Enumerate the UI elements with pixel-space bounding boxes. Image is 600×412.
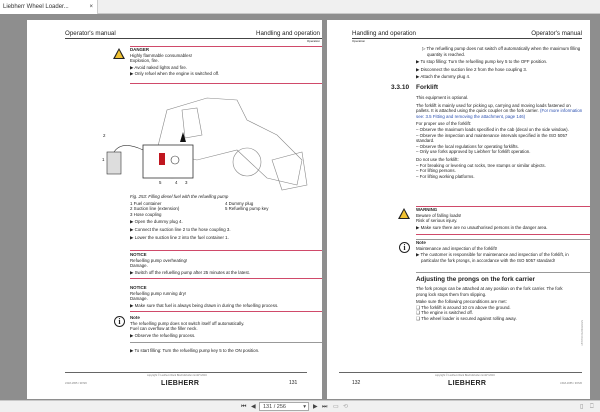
- list-item: Observe the inspection and maintenance intervals specified in the ISO 5057 standard.: [416, 132, 568, 144]
- danger-icon: [113, 48, 125, 59]
- doc-number: L518-1655 / 39726: [560, 382, 582, 385]
- legend-item: 3 Hose coupling: [130, 211, 162, 217]
- warning-line: Risk of serious injury.: [416, 218, 458, 224]
- subheader: Operation: [352, 39, 366, 43]
- note-line: The refuelling pump does not switch itself off automatically.: [130, 320, 245, 326]
- notice-box: NOTICE Refuelling pump running dry! Damage. ▶ Make sure that fuel is always being drawn in during the refuelling process.: [130, 285, 279, 308]
- list-item: Observe the local regulations for operating forklifts.: [419, 143, 519, 149]
- list-item: For breaking or levering out rocks, tree stumps or similar objects.: [419, 162, 546, 168]
- paragraph: This equipment is optional.: [416, 95, 469, 100]
- liebherr-logo: LIEBHERR: [161, 380, 200, 387]
- danger-title: DANGER: [130, 47, 150, 52]
- header-left: Operator's manual: [65, 30, 116, 37]
- bookmark-button[interactable]: ⎕: [590, 404, 594, 410]
- step-list: ▷ The refuelling pump does not switch off automatically when the maximum filling quantity is reached. ▶ To stop filling: Turn the refuelling pump key 5 to the OFF position. ▶ Disconnect the suction line 2 from the hose coupling 3. ▶ Attach the dummy plug 4.: [416, 46, 581, 80]
- warning-icon: [398, 208, 410, 219]
- doc-number: L518-1655 / 39726: [65, 382, 87, 385]
- danger-step: Only refuel when the engine is switched off.: [134, 71, 220, 77]
- step: Disconnect the suction line 2 from the hose coupling 3.: [420, 66, 528, 72]
- note-box: Note Maintenance and inspection of the forklift! ▶ The customer is responsible for maintenance and inspection of the forklift, in particular the fork prongs, in accordance with the ISO 5057 standard!: [416, 240, 584, 263]
- notice-title: NOTICE: [130, 252, 147, 257]
- notice-line: Damage.: [130, 263, 148, 269]
- footer-rule: [339, 372, 582, 373]
- note-rule: [130, 342, 322, 343]
- danger-line: Highly flammable consumables!: [130, 52, 192, 58]
- single-page-view-button[interactable]: ▯: [580, 404, 584, 410]
- next-page-button[interactable]: ▶: [313, 404, 318, 410]
- notice-step: Switch off the refuelling pump after 25 minutes at the latest.: [134, 269, 250, 275]
- precondition: The wheel loader is secured against rolling away.: [421, 315, 517, 321]
- note-title: Note: [130, 315, 140, 320]
- header-rule: [65, 38, 322, 39]
- page-dropdown-icon[interactable]: ▾: [303, 404, 306, 410]
- page-number: 131: [289, 380, 298, 386]
- page-number: 132: [352, 380, 361, 386]
- footer-rule: [65, 372, 307, 373]
- note-rule: [416, 272, 590, 273]
- forklift-body: This equipment is optional. The forklift is mainly used for picking up, carrying and moving loads fastened on pallets. It is attached using the quick coupler on the fork carrier. (For more information see: 3.5 Fitting and removing the attachment, page 146) For proper use of the forklift: – Observe the maximum loads specified in the cab (decal on the side window). – Observe the inspection and maintenance intervals specified in the ISO 5057 standard. – Observe the local regulations for operating forklifts. – Only use forks approved by Liebherr for forklift operation. Do not use the forklift: – For breaking or levering out rocks, tree stumps or similar objects. – For lifting persons. – For lifting working platforms.: [416, 95, 583, 179]
- paragraph: The forklift is mainly used for picking up, carrying and moving loads fastened on pallets. It is attached using the quick coupler on the fork carrier.: [416, 102, 571, 114]
- step: Connect the suction line 2 to the hose coupling 3.: [134, 226, 231, 232]
- tab-bar: [0, 0, 600, 14]
- copyright: copyright © Liebherr-Werk Bischofshofen GmbH 2016: [147, 374, 207, 377]
- note-title: Note: [416, 240, 426, 245]
- result-text: The refuelling pump does not switch off automatically when the maximum filling quantity is reached.: [426, 46, 581, 57]
- callout: 3: [185, 180, 188, 185]
- warning-box: WARNING Beware of falling loads! Risk of serious injury. ▶ Make sure there are no unauthorised persons in the danger area.: [416, 207, 548, 230]
- note-step: The customer is responsible for maintenance and inspection of the forklift, in particular the fork prongs, in accordance with the ISO 5057 standard!: [420, 252, 569, 263]
- warning-line: Beware of falling loads!: [416, 212, 462, 218]
- note-line: Maintenance and inspection of the forklift!: [416, 245, 498, 251]
- notice-rule: [130, 278, 322, 279]
- notice-rule: [130, 250, 322, 251]
- callout: 2: [103, 133, 106, 138]
- liebherr-logo: LIEBHERR: [448, 380, 487, 387]
- notice-line: Damage.: [130, 296, 148, 302]
- paragraph: Make sure the following preconditions are met:: [416, 299, 507, 305]
- notice-rule: [130, 311, 322, 312]
- copyright: copyright © Liebherr-Werk Bischofshofen GmbH 2016: [435, 374, 495, 377]
- section-number: 3.3.10: [391, 84, 410, 91]
- tab-title: Liebherr Wheel Loader...: [3, 4, 69, 10]
- previous-page-button[interactable]: ◀: [251, 404, 256, 410]
- fit-page-button[interactable]: ▭: [333, 404, 339, 410]
- notice-line: Refuelling pump overheating!: [130, 257, 188, 263]
- note-line: Fuel can overflow at the filler neck.: [130, 326, 198, 332]
- precondition: The forklift is around 10 cm above the ground.: [421, 304, 511, 310]
- close-tab-icon[interactable]: ×: [89, 4, 93, 10]
- final-step: To start filling: Turn the refuelling pump key 5 to the ON position.: [134, 348, 260, 353]
- step: Open the dummy plug 4.: [134, 219, 183, 225]
- legend-item: 2 Suction line (extension): [130, 206, 180, 212]
- danger-bottom-rule: [130, 83, 322, 84]
- danger-box: DANGER Highly flammable consumables! Explosion, fire. ▶ Avoid naked lights and fire. ▶ Only refuel when the engine is switched off.: [130, 47, 220, 77]
- step: To stop filling: Turn the refuelling pump key 5 to the OFF position.: [420, 59, 548, 65]
- subheading: Adjusting the prongs on the fork carrier: [416, 276, 535, 283]
- document-tab[interactable]: [0, 0, 98, 14]
- step: Lower the suction line 2 into the fuel container 1.: [134, 234, 229, 240]
- page-number-input[interactable]: [259, 402, 309, 411]
- subheader: Operation: [306, 39, 320, 43]
- first-page-button[interactable]: ⏮: [241, 404, 247, 410]
- rotate-button[interactable]: ⟲: [343, 404, 349, 410]
- warning-title: WARNING: [416, 207, 438, 212]
- legend-item: 4 Dummy plug: [225, 200, 254, 206]
- callout: 5: [159, 180, 162, 185]
- figure-text: Fig. 253: Filling diesel fuel with the refuelling pump 1 Fuel container 4 Dummy plug 2 Suction line (extension) 5 Refuelling pump key 3 Hose coupling ▶ Open the dummy plug 4. ▶ Connect the suction line 2 to the hose coupling 3. ▶ Lower the suction line 2 into the fuel container 1.: [130, 194, 320, 240]
- page-number-value: 131 / 256: [263, 404, 286, 410]
- page-131: Operator's manual Handling and operation Operation DANGER Highly flammable consumables! Explosion, fire. ▶ Avoid naked lights and fire. ▶ Only refuel when the engine is switched off. 2 1 5 4 3 Fig. 253: Filling diesel fuel with the refuelling pump 1 Fuel container 4 Dummy plug 2 Suction line (extension) 5 Refuelling pump key 3 Hose coupling ▶ Open the dummy plug 4. ▶ Connect the suction line 2 to the hose coupling 3. ▶ Lower the suction line 2 into the fuel container 1. NOTICE Refuelling pump overheating! Damage. ▶ Switch off the refuelling pump after 25 minutes at the latest. NOTICE Refuelling pump running dry! Damage. ▶ Make sure that fuel is always being drawn in during the refuelling process. i Note The refuelling pump does not switch itself off automatically. Fuel can overflow at the filler neck. ▶ Observe the refuelling process. ▶ To start filling: Turn the refuelling pump key 5 to the ON position. L518-1655 / 39726 copyright © Liebherr-Werk Bischofshofen GmbH 2016 LIEBHERR 131: [27, 20, 322, 399]
- notice-box: NOTICE Refuelling pump overheating! Damage. ▶ Switch off the refuelling pump after 25 minutes at the latest.: [130, 252, 250, 275]
- notice-line: Refuelling pump running dry!: [130, 290, 187, 296]
- danger-step: Avoid naked lights and fire.: [134, 64, 187, 70]
- document-viewer[interactable]: [0, 14, 600, 400]
- note-box: Note The refuelling pump does not switch itself off automatically. Fuel can overflow at the filler neck. ▶ Observe the refuelling process.: [130, 315, 245, 338]
- notice-step: Make sure that fuel is always being drawn in during the refuelling process.: [134, 302, 279, 308]
- side-code: LBH/PDF/01/2016/A/EN: [581, 320, 584, 346]
- prongs-body: The fork prongs can be attached at any position on the fork carrier. The fork prong lock stops them from slipping. Make sure the following preconditions are met: ❑ The forklift is around 10 cm above the ground. ❑ The engine is switched off. ❑ The wheel loader is secured against rolling away.: [416, 286, 574, 322]
- header-right: Handling and operation: [256, 30, 320, 37]
- wheel-loader-illustration: [97, 90, 312, 202]
- section-title: Forklift: [416, 84, 439, 91]
- paragraph: For proper use of the forklift:: [416, 121, 472, 127]
- list-item: Only use forks approved by Liebherr for forklift operation.: [419, 149, 531, 155]
- notice-title: NOTICE: [130, 285, 147, 290]
- danger-line: Explosion, fire.: [130, 58, 159, 64]
- callout: 4: [175, 180, 178, 185]
- last-page-button[interactable]: ⏭: [322, 404, 328, 410]
- step: Attach the dummy plug 4.: [420, 74, 471, 80]
- list-item: Observe the maximum loads specified in the cab (decal on the side window).: [419, 126, 569, 132]
- figure-caption: Fig. 253: Filling diesel fuel with the refuelling pump: [130, 194, 229, 199]
- paragraph: The fork prongs can be attached at any position on the fork carrier. The fork prong lock stops them from slipping.: [416, 286, 563, 297]
- viewer-toolbar: [0, 400, 600, 412]
- page-132: [327, 20, 590, 399]
- paragraph: Do not use the forklift:: [416, 156, 459, 162]
- info-icon: i: [399, 242, 410, 253]
- warning-step: Make sure there are no unauthorised persons in the danger area.: [420, 224, 548, 230]
- list-item: For lifting working platforms.: [419, 173, 475, 179]
- precondition: The engine is switched off.: [421, 310, 473, 316]
- info-icon: i: [114, 316, 125, 327]
- note-step: Observe the refuelling process.: [134, 332, 196, 338]
- header-rule: [352, 38, 582, 39]
- header-right: Operator's manual: [531, 30, 582, 37]
- legend-item: 1 Fuel container: [130, 200, 162, 206]
- callout: 1: [102, 157, 105, 162]
- warning-rule: [416, 234, 590, 235]
- header-left: Handling and operation: [352, 30, 416, 37]
- legend-item: 5 Refuelling pump key: [225, 206, 269, 212]
- attachment-link[interactable]: (For more information see: 3.5 Fitting and removing the attachment, page 146): [416, 108, 583, 119]
- list-item: For lifting persons.: [419, 168, 456, 174]
